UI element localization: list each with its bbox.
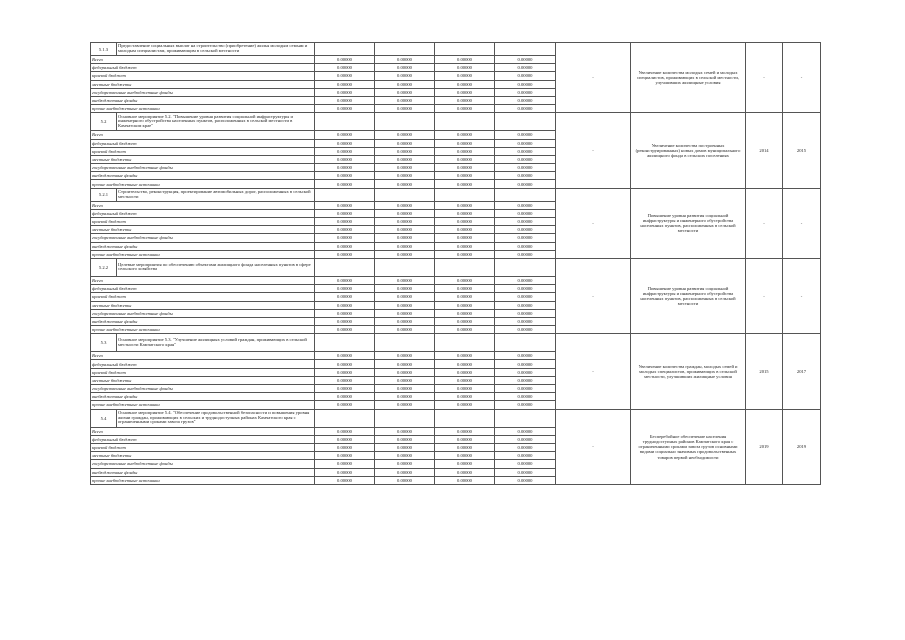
amount-cell: 0.00000 [495,301,556,309]
amount-cell: 0.00000 [495,468,556,476]
amount-cell: 0.00000 [375,72,435,80]
source-label: местные бюджеты [91,301,315,309]
amount-cell: 0.00000 [375,368,435,376]
empty-cell [495,188,556,201]
amount-cell: 0.00000 [435,360,495,368]
amount-cell: 0.00000 [315,360,375,368]
group-title: Основное мероприятие 5.2. "Повышение уровня развития социальной инфраструктуры и инженерного обустройства населенных пунктов, расположенных в сельской местности в Камчатском крае" [117,113,315,131]
amount-cell: 0.00000 [495,234,556,242]
amount-cell: 0.00000 [435,147,495,155]
budget-table [90,42,821,485]
source-label: прочие внебюджетные источники [91,476,315,484]
source-label: местные бюджеты [91,452,315,460]
dash-cell: - [556,188,631,258]
source-label: местные бюджеты [91,376,315,384]
amount-cell: 0.00000 [495,326,556,334]
amount-cell: 0.00000 [375,443,435,451]
amount-cell: 0.00000 [315,352,375,360]
source-label: государственные внебюджетные фонды [91,164,315,172]
year-start-cell: 2019 [746,409,783,484]
amount-cell: 0.00000 [435,393,495,401]
amount-cell: 0.00000 [315,385,375,393]
amount-cell: 0.00000 [495,172,556,180]
empty-cell [375,409,435,427]
amount-cell: 0.00000 [315,309,375,317]
empty-cell [435,258,495,276]
amount-cell: 0.00000 [495,209,556,217]
empty-cell [315,409,375,427]
amount-cell: 0.00000 [315,393,375,401]
source-label: федеральный бюджет [91,435,315,443]
group-header-row [91,43,821,56]
amount-cell: 0.00000 [495,88,556,96]
amount-cell: 0.00000 [375,155,435,163]
empty-cell [495,334,556,352]
amount-cell: 0.00000 [435,326,495,334]
amount-cell: 0.00000 [375,352,435,360]
source-label: внебюджетные фонды [91,96,315,104]
source-label: внебюджетные фонды [91,393,315,401]
amount-cell: 0.00000 [375,393,435,401]
empty-cell [315,188,375,201]
group-code: 5.1.3 [91,43,117,56]
amount-cell: 0.00000 [315,80,375,88]
indicator-cell: Увеличение количества построенных (реконструированных) новых домов муниципального жилищного фонда в сельских поселениях [631,113,746,188]
empty-cell [495,43,556,56]
source-label: местные бюджеты [91,80,315,88]
amount-cell: 0.00000 [375,468,435,476]
year-end-cell: 2017 [783,334,821,409]
source-label: краевой бюджет [91,293,315,301]
year-start-cell: - [746,258,783,333]
amount-cell: 0.00000 [375,88,435,96]
indicator-cell: Увеличение количества молодых семей и молодых специалистов, проживающих в сельской местности, улучшивших жилищные условия [631,43,746,113]
group-code: 5.3 [91,334,117,352]
empty-cell [375,188,435,201]
empty-cell [375,113,435,131]
amount-cell: 0.00000 [315,452,375,460]
amount-cell: 0.00000 [495,96,556,104]
amount-cell: 0.00000 [315,242,375,250]
amount-cell: 0.00000 [315,427,375,435]
empty-cell [375,43,435,56]
amount-cell: 0.00000 [375,201,435,209]
amount-cell: 0.00000 [435,293,495,301]
amount-cell: 0.00000 [495,435,556,443]
amount-cell: 0.00000 [375,452,435,460]
group-title: Основное мероприятие 5.3. "Улучшение жилищных условий граждан, проживающих в сельской местности Камчатского края" [117,334,315,352]
source-label: краевой бюджет [91,72,315,80]
amount-cell: 0.00000 [375,105,435,113]
group-header-row [91,188,821,201]
group-title: Основное мероприятие 5.4. "Обеспечение продовольственной безопасности и повышения уровня жизни граждан, проживающих в сельских и труднодоступных районах Камчатского края с ограниченными сроками завоза грузов" [117,409,315,427]
amount-cell: 0.00000 [435,80,495,88]
amount-cell: 0.00000 [315,72,375,80]
amount-cell: 0.00000 [315,317,375,325]
empty-cell [315,43,375,56]
amount-cell: 0.00000 [315,56,375,64]
amount-cell: 0.00000 [315,234,375,242]
amount-cell: 0.00000 [495,226,556,234]
amount-cell: 0.00000 [435,401,495,409]
amount-cell: 0.00000 [375,309,435,317]
source-label: федеральный бюджет [91,285,315,293]
amount-cell: 0.00000 [375,326,435,334]
amount-cell: 0.00000 [495,293,556,301]
source-label: федеральный бюджет [91,64,315,72]
amount-cell: 0.00000 [315,164,375,172]
amount-cell: 0.00000 [375,317,435,325]
source-label: государственные внебюджетные фонды [91,234,315,242]
indicator-cell: Повышение уровня развития социальной инфраструктуры и инженерного обустройства населенных пунктов, расположенных в сельской местности [631,258,746,333]
amount-cell: 0.00000 [435,468,495,476]
group-header-row [91,113,821,131]
amount-cell: 0.00000 [495,385,556,393]
amount-cell: 0.00000 [435,172,495,180]
amount-cell: 0.00000 [375,360,435,368]
source-label: краевой бюджет [91,443,315,451]
amount-cell: 0.00000 [375,435,435,443]
source-label: Всего [91,201,315,209]
source-label: краевой бюджет [91,368,315,376]
empty-cell [435,43,495,56]
amount-cell: 0.00000 [315,88,375,96]
amount-cell: 0.00000 [435,427,495,435]
amount-cell: 0.00000 [495,285,556,293]
amount-cell: 0.00000 [375,385,435,393]
amount-cell: 0.00000 [315,139,375,147]
amount-cell: 0.00000 [495,352,556,360]
amount-cell: 0.00000 [315,180,375,188]
amount-cell: 0.00000 [375,293,435,301]
source-label: Всего [91,131,315,139]
source-label: внебюджетные фонды [91,242,315,250]
year-start-cell: - [746,43,783,113]
empty-cell [315,113,375,131]
amount-cell: 0.00000 [375,96,435,104]
amount-cell: 0.00000 [435,385,495,393]
amount-cell: 0.00000 [435,234,495,242]
amount-cell: 0.00000 [495,360,556,368]
amount-cell: 0.00000 [495,452,556,460]
amount-cell: 0.00000 [435,155,495,163]
amount-cell: 0.00000 [435,309,495,317]
source-label: краевой бюджет [91,218,315,226]
group-title: Строительство, реконструкция, проектирование автомобильных дорог, расположенных в сельской местности [117,188,315,201]
dash-cell: - [556,43,631,113]
amount-cell: 0.00000 [435,209,495,217]
empty-cell [435,188,495,201]
source-label: государственные внебюджетные фонды [91,460,315,468]
source-label: местные бюджеты [91,155,315,163]
amount-cell: 0.00000 [495,317,556,325]
empty-cell [435,113,495,131]
table-body [91,43,821,485]
source-label: прочие внебюджетные источники [91,250,315,258]
amount-cell: 0.00000 [435,368,495,376]
source-label: Всего [91,427,315,435]
amount-cell: 0.00000 [315,64,375,72]
group-code: 5.4 [91,409,117,427]
amount-cell: 0.00000 [495,180,556,188]
amount-cell: 0.00000 [495,460,556,468]
year-end-cell: - [783,43,821,113]
indicator-cell: Бесперебойное обеспечение населения труднодоступных районов Камчатского края с ограниченными сроками завоза грузов основными видами социально значимых продовольственных товаров первой необходимости [631,409,746,484]
source-label: федеральный бюджет [91,360,315,368]
amount-cell: 0.00000 [495,368,556,376]
amount-cell: 0.00000 [435,201,495,209]
group-title: Целевые мероприятия по обеспечению объектами жилищного фонда населенных пунктов в сфере сельского хозяйства [117,258,315,276]
amount-cell: 0.00000 [375,376,435,384]
year-start-cell: - [746,188,783,258]
source-label: краевой бюджет [91,147,315,155]
amount-cell: 0.00000 [315,96,375,104]
amount-cell: 0.00000 [495,72,556,80]
amount-cell: 0.00000 [495,250,556,258]
amount-cell: 0.00000 [435,242,495,250]
source-label: Всего [91,352,315,360]
amount-cell: 0.00000 [435,56,495,64]
amount-cell: 0.00000 [315,468,375,476]
amount-cell: 0.00000 [315,209,375,217]
amount-cell: 0.00000 [435,226,495,234]
amount-cell: 0.00000 [375,209,435,217]
amount-cell: 0.00000 [375,56,435,64]
amount-cell: 0.00000 [315,476,375,484]
empty-cell [435,334,495,352]
empty-cell [375,334,435,352]
amount-cell: 0.00000 [495,393,556,401]
amount-cell: 0.00000 [375,147,435,155]
amount-cell: 0.00000 [375,218,435,226]
amount-cell: 0.00000 [375,427,435,435]
amount-cell: 0.00000 [315,368,375,376]
year-start-cell: 2015 [746,334,783,409]
amount-cell: 0.00000 [495,155,556,163]
amount-cell: 0.00000 [375,164,435,172]
amount-cell: 0.00000 [315,301,375,309]
dash-cell: - [556,334,631,409]
amount-cell: 0.00000 [435,460,495,468]
amount-cell: 0.00000 [435,301,495,309]
amount-cell: 0.00000 [375,234,435,242]
amount-cell: 0.00000 [435,285,495,293]
amount-cell: 0.00000 [495,80,556,88]
amount-cell: 0.00000 [315,435,375,443]
source-label: федеральный бюджет [91,139,315,147]
amount-cell: 0.00000 [495,376,556,384]
amount-cell: 0.00000 [315,326,375,334]
group-code: 5.2.1 [91,188,117,201]
amount-cell: 0.00000 [375,139,435,147]
amount-cell: 0.00000 [375,80,435,88]
source-label: государственные внебюджетные фонды [91,309,315,317]
amount-cell: 0.00000 [315,155,375,163]
amount-cell: 0.00000 [375,64,435,72]
amount-cell: 0.00000 [375,301,435,309]
amount-cell: 0.00000 [435,250,495,258]
source-label: Всего [91,56,315,64]
dash-cell: - [556,409,631,484]
source-label: внебюджетные фонды [91,468,315,476]
source-label: внебюджетные фонды [91,317,315,325]
empty-cell [435,409,495,427]
source-label: государственные внебюджетные фонды [91,385,315,393]
group-code: 5.2.2 [91,258,117,276]
amount-cell: 0.00000 [315,226,375,234]
indicator-cell: Увеличение количества граждан, молодых семей и молодых специалистов, проживающих в сельской местности, улучшивших жилищные условия [631,334,746,409]
source-label: прочие внебюджетные источники [91,180,315,188]
amount-cell: 0.00000 [375,226,435,234]
amount-cell: 0.00000 [495,309,556,317]
amount-cell: 0.00000 [495,139,556,147]
indicator-cell: Повышение уровня развития социальной инфраструктуры и инженерного обустройства населенных пунктов, расположенных в сельской местности [631,188,746,258]
amount-cell: 0.00000 [435,139,495,147]
empty-cell [315,258,375,276]
amount-cell: 0.00000 [315,460,375,468]
amount-cell: 0.00000 [495,56,556,64]
amount-cell: 0.00000 [315,201,375,209]
empty-cell [495,409,556,427]
amount-cell: 0.00000 [435,276,495,284]
amount-cell: 0.00000 [315,376,375,384]
amount-cell: 0.00000 [435,88,495,96]
amount-cell: 0.00000 [435,72,495,80]
amount-cell: 0.00000 [495,476,556,484]
amount-cell: 0.00000 [375,276,435,284]
source-label: внебюджетные фонды [91,172,315,180]
amount-cell: 0.00000 [495,401,556,409]
amount-cell: 0.00000 [435,64,495,72]
amount-cell: 0.00000 [495,201,556,209]
amount-cell: 0.00000 [495,276,556,284]
amount-cell: 0.00000 [495,218,556,226]
source-label: федеральный бюджет [91,209,315,217]
amount-cell: 0.00000 [315,131,375,139]
empty-cell [495,258,556,276]
group-header-row [91,409,821,427]
amount-cell: 0.00000 [495,105,556,113]
amount-cell: 0.00000 [375,180,435,188]
amount-cell: 0.00000 [495,64,556,72]
source-label: государственные внебюджетные фонды [91,88,315,96]
year-start-cell: 2014 [746,113,783,188]
amount-cell: 0.00000 [435,180,495,188]
year-end-cell: - [783,258,821,333]
amount-cell: 0.00000 [495,131,556,139]
year-end-cell: 2019 [783,409,821,484]
source-label: прочие внебюджетные источники [91,326,315,334]
amount-cell: 0.00000 [435,96,495,104]
amount-cell: 0.00000 [375,172,435,180]
amount-cell: 0.00000 [375,131,435,139]
amount-cell: 0.00000 [435,376,495,384]
amount-cell: 0.00000 [315,276,375,284]
amount-cell: 0.00000 [435,435,495,443]
dash-cell: - [556,113,631,188]
source-label: прочие внебюджетные источники [91,401,315,409]
source-label: местные бюджеты [91,226,315,234]
amount-cell: 0.00000 [315,401,375,409]
amount-cell: 0.00000 [375,401,435,409]
amount-cell: 0.00000 [315,285,375,293]
amount-cell: 0.00000 [495,242,556,250]
year-end-cell: 2015 [783,113,821,188]
amount-cell: 0.00000 [435,452,495,460]
amount-cell: 0.00000 [495,147,556,155]
amount-cell: 0.00000 [495,164,556,172]
group-title: Предоставление социальных выплат на строительство (приобретение) жилья молодым семьям и молодым специалистам, проживающим в сельской местности [117,43,315,56]
amount-cell: 0.00000 [435,164,495,172]
amount-cell: 0.00000 [375,460,435,468]
amount-cell: 0.00000 [435,105,495,113]
amount-cell: 0.00000 [315,443,375,451]
amount-cell: 0.00000 [435,443,495,451]
amount-cell: 0.00000 [375,242,435,250]
group-code: 5.2 [91,113,117,131]
empty-cell [375,258,435,276]
amount-cell: 0.00000 [495,443,556,451]
dash-cell: - [556,258,631,333]
amount-cell: 0.00000 [375,285,435,293]
year-end-cell: - [783,188,821,258]
amount-cell: 0.00000 [435,317,495,325]
amount-cell: 0.00000 [315,218,375,226]
amount-cell: 0.00000 [315,147,375,155]
group-header-row [91,258,821,276]
empty-cell [315,334,375,352]
amount-cell: 0.00000 [315,250,375,258]
group-header-row [91,334,821,352]
amount-cell: 0.00000 [435,352,495,360]
amount-cell: 0.00000 [375,476,435,484]
amount-cell: 0.00000 [315,105,375,113]
source-label: прочие внебюджетные источники [91,105,315,113]
amount-cell: 0.00000 [375,250,435,258]
source-label: Всего [91,276,315,284]
amount-cell: 0.00000 [315,172,375,180]
amount-cell: 0.00000 [495,427,556,435]
amount-cell: 0.00000 [435,218,495,226]
amount-cell: 0.00000 [315,293,375,301]
empty-cell [495,113,556,131]
amount-cell: 0.00000 [435,131,495,139]
amount-cell: 0.00000 [435,476,495,484]
